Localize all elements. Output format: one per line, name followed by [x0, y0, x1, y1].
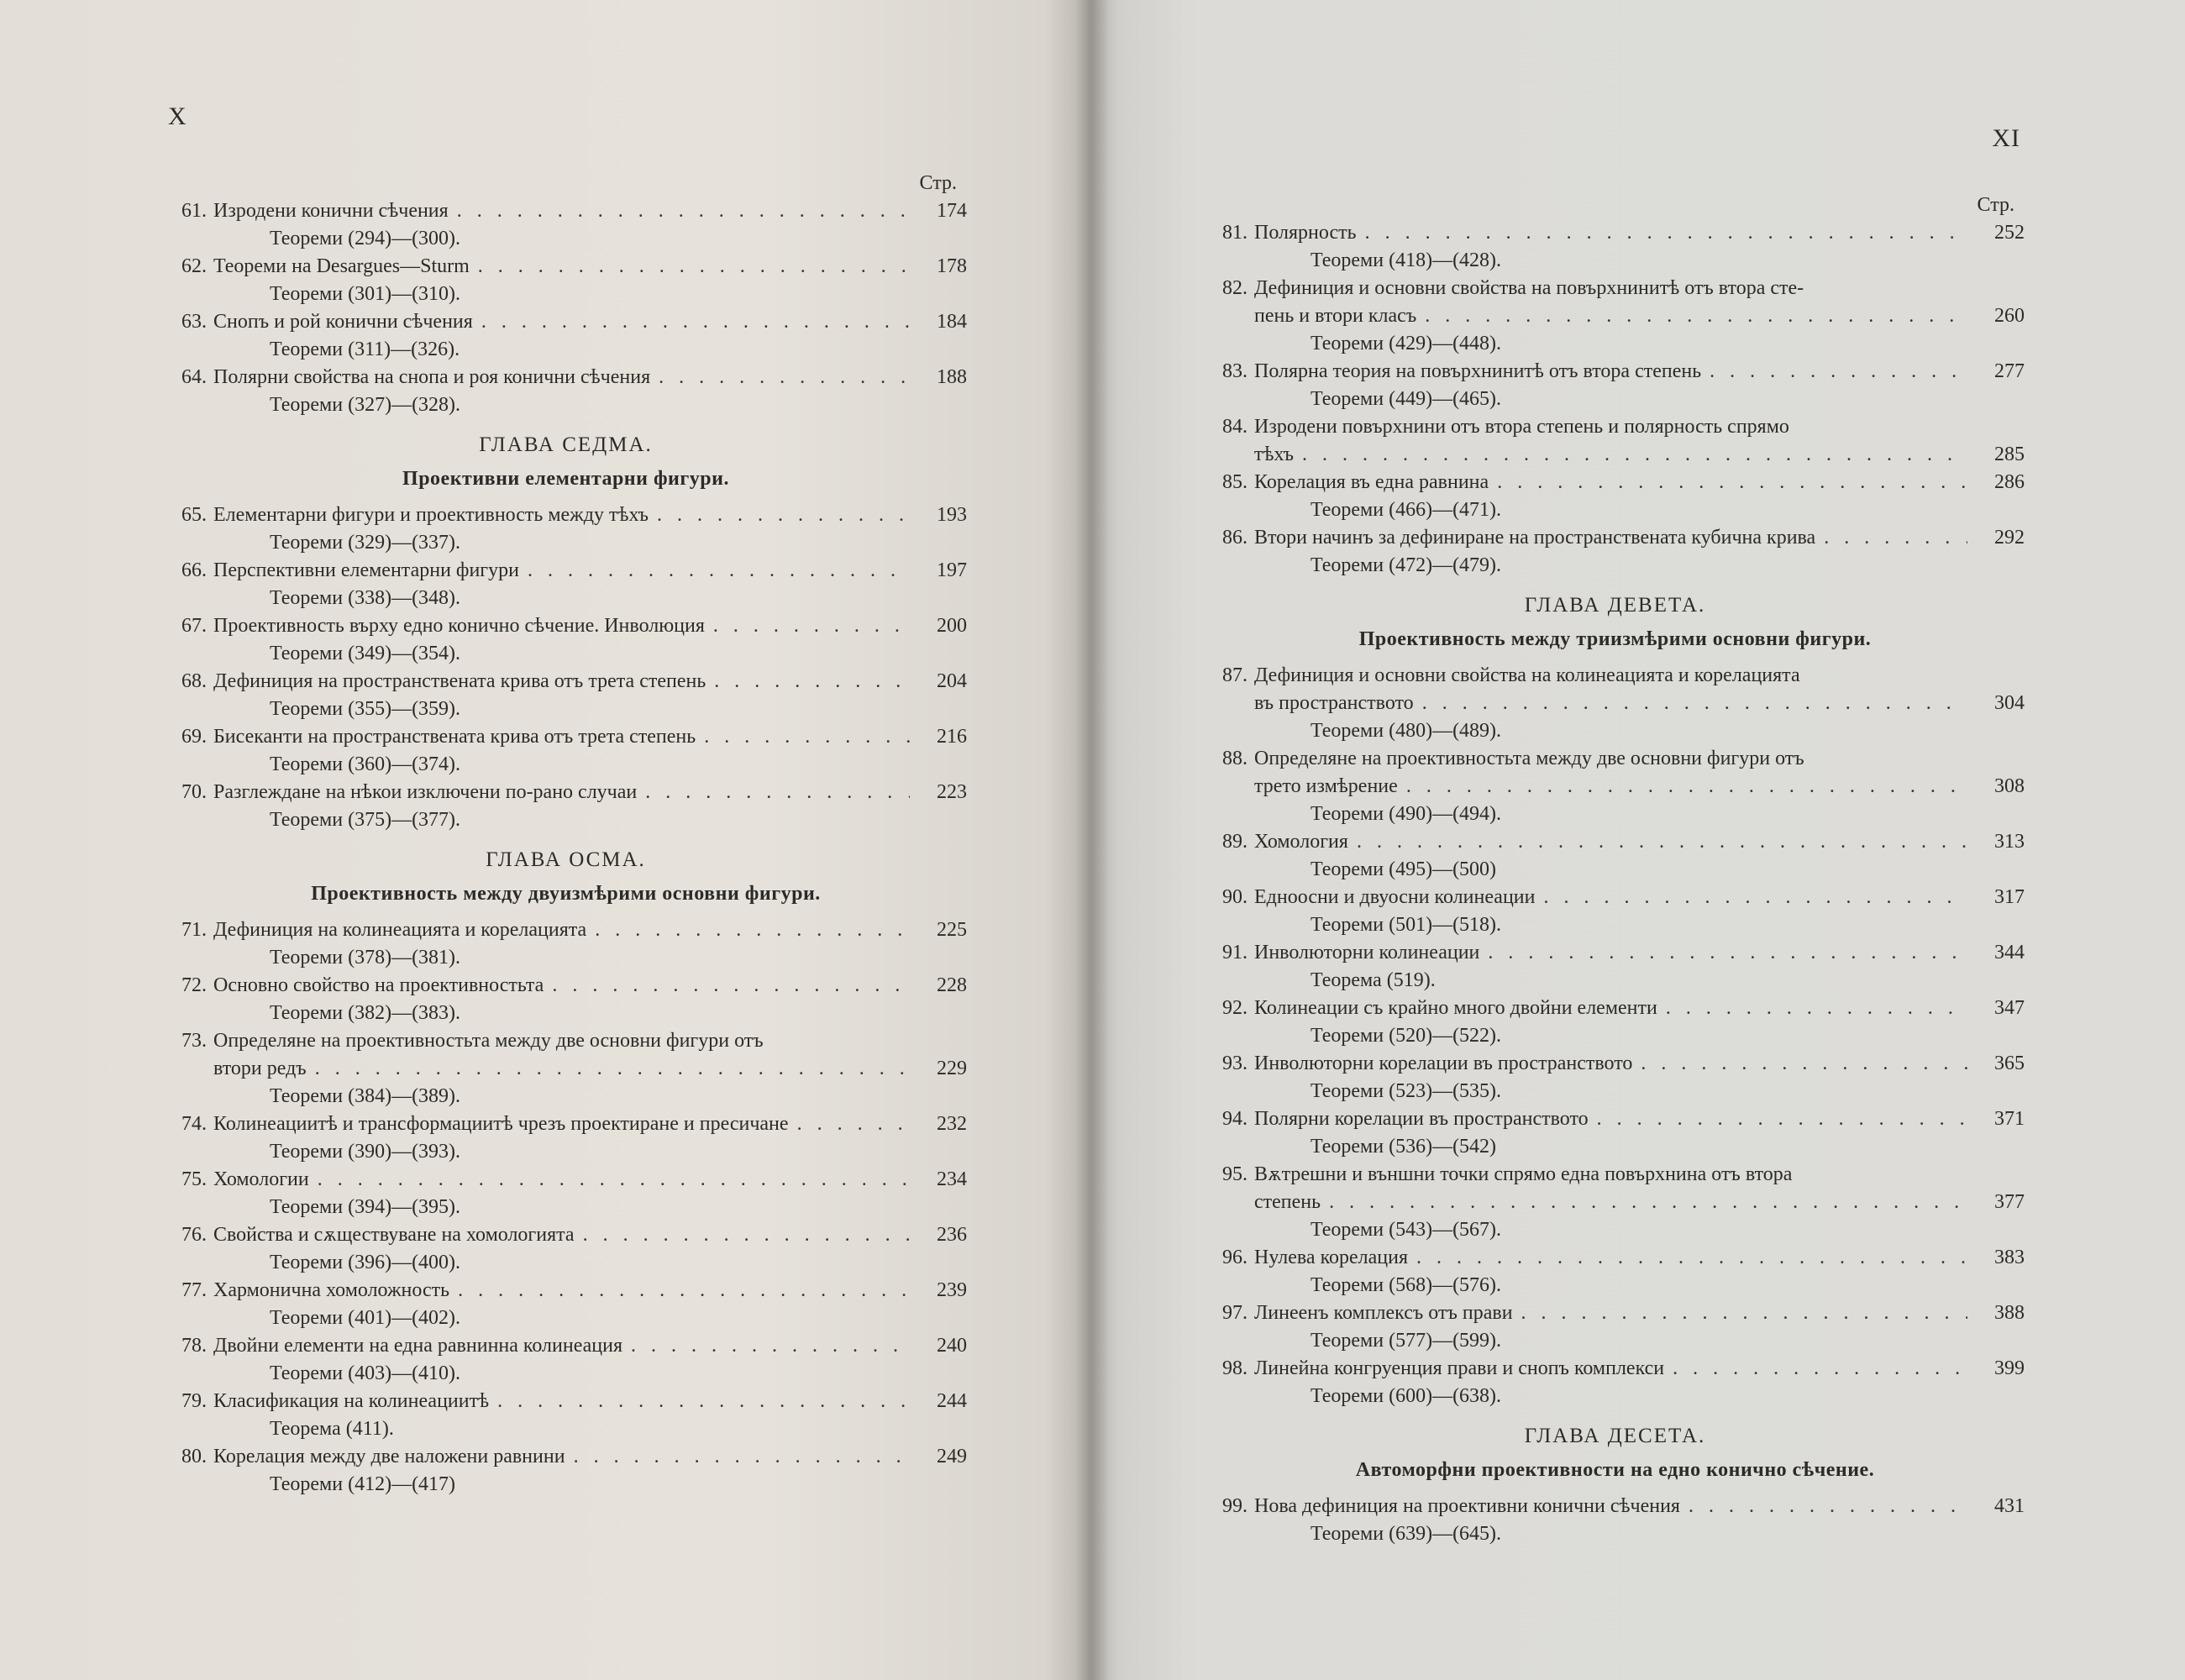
chapter-subtitle: Проективни елементарни фигури. [402, 468, 729, 490]
dot-leader [1666, 995, 1967, 1022]
entry-theorems: Теореми (375)—(377). [270, 809, 461, 831]
entry-number: 61. [181, 200, 207, 222]
chapter-subtitle: Проективность между триизмѣрими основни фигури. [1358, 628, 1872, 650]
entry-title: Проективность върху едно конично сѣчение. Инволюция [213, 615, 705, 637]
chapter-subtitle: Автоморфни проективности на едно конично сѣчение. [1355, 1459, 1875, 1481]
entry-number: 74. [181, 1113, 207, 1135]
entry-page: 252 [1994, 222, 2025, 244]
entry-title: Дефиниция на пространствената крива отъ трета степень [213, 670, 706, 692]
entry-page: 277 [1994, 360, 2025, 382]
entry-number: 76. [181, 1224, 207, 1246]
entry-title: Изродени повърхнини отъ втора степень и полярность спрямо [1254, 416, 1789, 438]
entry-page: 260 [1994, 305, 2025, 327]
entry-title: Определяне на проективностьта между две основни фигури отъ [213, 1030, 764, 1052]
entry-number: 91. [1222, 942, 1247, 963]
toc-entry [165, 668, 967, 723]
entry-page: 234 [937, 1168, 967, 1190]
entry-title-continued: трето измѣрение [1254, 775, 1398, 797]
dot-leader [1416, 1244, 1967, 1272]
toc-entry [1205, 275, 2025, 358]
toc-entry [1205, 469, 2025, 524]
entry-number: 71. [181, 919, 207, 941]
entry-title: Линейна конгруенция прави и снопъ комплекси [1254, 1357, 1665, 1379]
dot-leader [583, 1221, 910, 1249]
entry-title: Изродени конични сѣчения [213, 200, 449, 222]
entry-theorems: Теореми (390)—(393). [270, 1141, 461, 1163]
entry-title: Полярна теория на повърхнинитѣ отъ втора степень [1254, 360, 1702, 382]
entry-page: 249 [937, 1446, 967, 1467]
entry-theorems: Теорема (411). [270, 1418, 394, 1440]
chapter-heading: ГЛАВА ДЕСЕТА. [1524, 1425, 1706, 1447]
entry-title: Хармонична хомоложность [213, 1279, 450, 1301]
entry-number: 99. [1222, 1495, 1247, 1517]
entry-number: 90. [1222, 886, 1247, 908]
dot-leader [1422, 690, 1967, 717]
entry-theorems: Теореми (520)—(522). [1310, 1025, 1502, 1047]
toc-entry [165, 779, 967, 834]
dot-leader [1357, 828, 1967, 856]
entry-number: 68. [181, 670, 207, 692]
dot-leader [1710, 358, 1967, 386]
toc-entry [1205, 1355, 2025, 1410]
entry-theorems: Теореми (600)—(638). [1310, 1385, 1502, 1407]
toc-entry [165, 197, 967, 253]
entry-theorems: Теореми (396)—(400). [270, 1252, 461, 1273]
entry-title: Колинеациитѣ и трансформациитѣ чрезъ проектиране и пресичане [213, 1113, 789, 1135]
entry-number: 64. [181, 366, 207, 388]
entry-page: 308 [1994, 775, 2025, 797]
entry-number: 62. [181, 255, 207, 277]
entry-number: 84. [1222, 416, 1247, 438]
entry-page: 431 [1994, 1495, 2025, 1517]
entry-title: Вѫтрешни и външни точки спрямо една повърхнина отъ втора [1254, 1163, 1793, 1185]
toc-entry [1205, 358, 2025, 413]
dot-leader [481, 308, 910, 336]
entry-page: 399 [1994, 1357, 2025, 1379]
entry-page: 292 [1994, 527, 2025, 549]
entry-title: Елементарни фигури и проективность между тѣхъ [213, 504, 649, 526]
entry-title: Нова дефиниция на проективни конични сѣчения [1254, 1495, 1680, 1517]
entry-theorems: Теореми (523)—(535). [1310, 1080, 1502, 1102]
chapter-subtitle: Проективность между двуизмѣрими основни фигури. [311, 883, 821, 905]
toc-entry [165, 1110, 967, 1166]
toc-entry [165, 501, 967, 557]
dot-leader [1597, 1105, 1967, 1133]
entry-page: 317 [1994, 886, 2025, 908]
entry-number: 87. [1222, 664, 1247, 686]
entry-page: 347 [1994, 997, 2025, 1019]
entry-number: 69. [181, 726, 207, 748]
toc-entry [165, 1443, 967, 1499]
dot-leader [595, 916, 910, 944]
entry-theorems: Теореми (418)—(428). [1310, 249, 1502, 271]
entry-number: 75. [181, 1168, 207, 1190]
entry-page: 236 [937, 1224, 967, 1246]
entry-page: 204 [937, 670, 967, 692]
entry-page: 174 [937, 200, 967, 222]
entry-title: Снопъ и рой конични сѣчения [213, 311, 473, 333]
toc-entry [165, 1166, 967, 1221]
toc-entry [1205, 1161, 2025, 1244]
entry-page: 240 [937, 1335, 967, 1357]
entry-number: 96. [1222, 1247, 1247, 1268]
entry-number: 97. [1222, 1302, 1247, 1324]
entry-theorems: Теореми (378)—(381). [270, 947, 461, 969]
dot-leader [528, 557, 910, 585]
entry-title: Едноосни и двуосни колинеации [1254, 886, 1536, 908]
entry-number: 72. [181, 974, 207, 996]
dot-leader [315, 1055, 910, 1083]
entry-title: Колинеации съ крайно много двойни елементи [1254, 997, 1657, 1019]
entry-number: 89. [1222, 831, 1247, 853]
dot-leader [458, 1277, 910, 1305]
entry-page: 383 [1994, 1247, 2025, 1268]
entry-page: 365 [1994, 1053, 2025, 1074]
toc-entry [165, 364, 967, 419]
dot-leader [1406, 773, 1967, 801]
entry-page: 286 [1994, 471, 2025, 493]
dot-leader [1641, 1050, 1967, 1078]
dot-leader [1521, 1299, 1967, 1327]
toc-entry [165, 308, 967, 364]
toc-entry [165, 253, 967, 308]
entry-theorems: Теореми (355)—(359). [270, 698, 461, 720]
entry-title: Перспективни елементарни фигури [213, 559, 519, 581]
entry-number: 80. [181, 1446, 207, 1467]
entry-theorems: Теореми (382)—(383). [270, 1002, 461, 1024]
right-page [1088, 0, 2185, 1680]
entry-page: 228 [937, 974, 967, 996]
entry-title: Нулева корелация [1254, 1247, 1409, 1268]
dot-leader [1543, 884, 1967, 911]
entry-number: 67. [181, 615, 207, 637]
entry-theorems: Теореми (412)—(417) [270, 1473, 456, 1495]
toc-entry [165, 1027, 967, 1110]
toc-entry [165, 1388, 967, 1443]
toc-entry [165, 1277, 967, 1332]
entry-title: Хомология [1254, 831, 1348, 853]
entry-title: Определяне на проективностьта между две основни фигури отъ [1254, 748, 1804, 769]
entry-title: Бисеканти на пространствената крива отъ трета степень [213, 726, 696, 748]
toc-entry [165, 557, 967, 612]
dot-leader [631, 1332, 910, 1360]
dot-leader [1365, 219, 1967, 247]
dot-leader [497, 1388, 910, 1415]
entry-theorems: Теореми (568)—(576). [1310, 1274, 1502, 1296]
toc-entry [1205, 995, 2025, 1050]
entry-number: 79. [181, 1390, 207, 1412]
dot-leader [713, 612, 910, 640]
toc-entry [1205, 413, 2025, 469]
dot-leader [1673, 1355, 1967, 1383]
entry-title: Линеенъ комплексъ отъ прави [1254, 1302, 1513, 1324]
toc-entry [1205, 1493, 2025, 1548]
entry-number: 82. [1222, 277, 1247, 299]
table-of-contents [1205, 192, 2025, 1548]
dot-leader [552, 972, 910, 1000]
chapter-heading: ГЛАВА СЕДМА. [479, 433, 653, 456]
entry-theorems: Теореми (429)—(448). [1310, 333, 1502, 354]
entry-title: Корелация между две наложени равнини [213, 1446, 565, 1467]
toc-entry [1205, 884, 2025, 939]
entry-page: 223 [937, 781, 967, 803]
toc-entry [1205, 1299, 2025, 1355]
entry-title: Корелация въ една равнина [1254, 471, 1489, 493]
entry-number: 66. [181, 559, 207, 581]
entry-theorems: Теореми (543)—(567). [1310, 1219, 1502, 1241]
entry-title: Основно свойство на проективностьта [213, 974, 544, 996]
dot-leader [714, 668, 910, 696]
entry-theorems: Теореми (577)—(599). [1310, 1330, 1502, 1352]
entry-number: 94. [1222, 1108, 1247, 1130]
page-number: XI [1992, 124, 2020, 152]
entry-number: 86. [1222, 527, 1247, 549]
entry-title: Разглеждане на нѣкои изключени по-рано случаи [213, 781, 638, 803]
entry-number: 92. [1222, 997, 1247, 1019]
page-column-header: Стр. [1977, 194, 2014, 216]
entry-number: 95. [1222, 1163, 1247, 1185]
toc-entry [1205, 662, 2025, 745]
dot-leader [1425, 302, 1967, 330]
toc-entry [165, 972, 967, 1027]
entry-title: Инволюторни колинеации [1254, 942, 1480, 963]
entry-theorems: Теореми (338)—(348). [270, 587, 461, 609]
entry-number: 85. [1222, 471, 1247, 493]
toc-entry [1205, 1244, 2025, 1299]
entry-theorems: Теореми (536)—(542) [1310, 1136, 1497, 1158]
chapter-heading: ГЛАВА ОСМА. [486, 848, 646, 871]
entry-title: Дефиниция и основни свойства на колинеацията и корелацията [1254, 664, 1800, 686]
table-of-contents [165, 170, 967, 1499]
entry-theorems: Теореми (401)—(402). [270, 1307, 461, 1329]
dot-leader [797, 1110, 910, 1138]
entry-page: 285 [1994, 444, 2025, 465]
entry-title: Дефиниция и основни свойства на повърхнинитѣ отъ втора сте- [1254, 277, 1804, 299]
entry-theorems: Теореми (490)—(494). [1310, 803, 1502, 825]
entry-theorems: Теореми (495)—(500) [1310, 858, 1497, 880]
entry-title: Дефиниция на колинеацията и корелацията [213, 919, 587, 941]
entry-page: 225 [937, 919, 967, 941]
entry-page: 184 [937, 311, 967, 333]
entry-page: 313 [1994, 831, 2025, 853]
entry-title: Полярность [1254, 222, 1357, 244]
entry-theorems: Теореми (349)—(354). [270, 643, 461, 664]
dot-leader [1689, 1493, 1967, 1520]
entry-title: Двойни елементи на една равнинна колинеация [213, 1335, 623, 1357]
entry-theorems: Теореми (449)—(465). [1310, 388, 1502, 410]
entry-page: 216 [937, 726, 967, 748]
dot-leader [704, 723, 910, 751]
dot-leader [659, 364, 910, 391]
entry-page: 371 [1994, 1108, 2025, 1130]
entry-title: Свойства и сѫществуване на хомологията [213, 1224, 575, 1246]
entry-page: 229 [937, 1058, 967, 1079]
entry-title: Хомологии [213, 1168, 309, 1190]
entry-number: 93. [1222, 1053, 1247, 1074]
entry-title: Полярни корелации въ пространството [1254, 1108, 1589, 1130]
toc-entry [1205, 828, 2025, 884]
dot-leader [457, 197, 910, 225]
dot-leader [1329, 1189, 1967, 1216]
toc-entry [1205, 1050, 2025, 1105]
page-column-header: Стр. [919, 172, 957, 194]
dot-leader [645, 779, 910, 806]
entry-number: 81. [1222, 222, 1247, 244]
entry-page: 188 [937, 366, 967, 388]
entry-theorems: Теореми (403)—(410). [270, 1362, 461, 1384]
dot-leader [1302, 441, 1967, 469]
entry-title: Полярни свойства на снопа и роя конични сѣчения [213, 366, 651, 388]
entry-theorems: Теореми (466)—(471). [1310, 499, 1502, 521]
entry-number: 98. [1222, 1357, 1247, 1379]
toc-entry [165, 1221, 967, 1277]
toc-entry [165, 612, 967, 668]
entry-page: 388 [1994, 1302, 2025, 1324]
entry-theorems: Теореми (329)—(337). [270, 532, 461, 554]
entry-number: 73. [181, 1030, 207, 1052]
entry-theorems: Теореми (301)—(310). [270, 283, 461, 305]
toc-entry [1205, 745, 2025, 828]
dot-leader [1824, 524, 1967, 552]
entry-title-continued: втори редъ [213, 1058, 307, 1079]
entry-number: 88. [1222, 748, 1247, 769]
entry-title-continued: пень и втори класъ [1254, 305, 1417, 327]
entry-page: 377 [1994, 1191, 2025, 1213]
page-number: X [168, 102, 187, 130]
entry-theorems: Теореми (639)—(645). [1310, 1523, 1502, 1545]
toc-entry [1205, 939, 2025, 995]
entry-page: 239 [937, 1279, 967, 1301]
chapter-heading: ГЛАВА ДЕВЕТА. [1524, 594, 1706, 617]
dot-leader [478, 253, 910, 281]
entry-number: 65. [181, 504, 207, 526]
dot-leader [318, 1166, 910, 1194]
toc-entry [1205, 219, 2025, 275]
dot-leader [657, 501, 910, 529]
entry-title-continued: въ пространството [1254, 692, 1414, 714]
entry-page: 200 [937, 615, 967, 637]
entry-theorems: Теорема (519). [1310, 969, 1436, 991]
entry-theorems: Теореми (480)—(489). [1310, 720, 1502, 742]
left-page [0, 0, 1088, 1680]
entry-title: Инволюторни корелации въ пространството [1254, 1053, 1633, 1074]
entry-title-continued: тѣхъ [1254, 444, 1295, 465]
entry-theorems: Теореми (311)—(326). [270, 339, 460, 360]
entry-page: 197 [937, 559, 967, 581]
entry-page: 244 [937, 1390, 967, 1412]
entry-page: 178 [937, 255, 967, 277]
entry-page: 232 [937, 1113, 967, 1135]
entry-number: 63. [181, 311, 207, 333]
entry-number: 78. [181, 1335, 207, 1357]
toc-entry [165, 1332, 967, 1388]
toc-entry [165, 916, 967, 972]
entry-title: Класификация на колинеациитѣ [213, 1390, 490, 1412]
entry-theorems: Теореми (327)—(328). [270, 394, 461, 416]
entry-page: 193 [937, 504, 967, 526]
entry-theorems: Теореми (294)—(300). [270, 228, 461, 249]
toc-entry [1205, 524, 2025, 580]
entry-title: Втори начинъ за дефиниране на пространствената кубична крива [1254, 527, 1816, 549]
dot-leader [1488, 939, 1967, 967]
entry-title: Теореми на Desargues—Sturm [213, 255, 470, 277]
entry-theorems: Теореми (472)—(479). [1310, 554, 1502, 576]
dot-leader [1497, 469, 1967, 496]
toc-entry [165, 723, 967, 779]
toc-entry [1205, 1105, 2025, 1161]
entry-number: 83. [1222, 360, 1247, 382]
entry-theorems: Теореми (501)—(518). [1310, 914, 1502, 936]
entry-theorems: Теореми (394)—(395). [270, 1196, 461, 1218]
entry-theorems: Теореми (384)—(389). [270, 1085, 461, 1107]
entry-theorems: Теореми (360)—(374). [270, 753, 461, 775]
dot-leader [574, 1443, 910, 1471]
entry-number: 77. [181, 1279, 207, 1301]
entry-page: 304 [1994, 692, 2025, 714]
entry-number: 70. [181, 781, 207, 803]
entry-page: 344 [1994, 942, 2025, 963]
entry-title-continued: степень [1254, 1191, 1321, 1213]
